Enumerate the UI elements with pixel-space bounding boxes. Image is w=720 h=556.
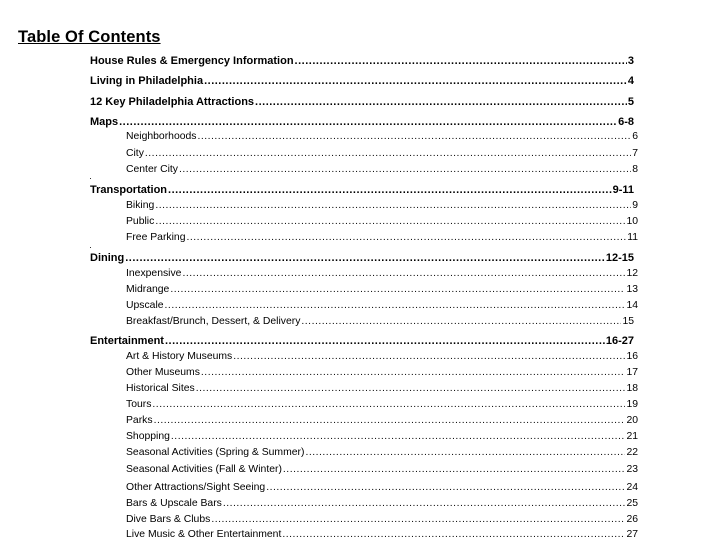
toc-section [90, 335, 634, 347]
toc-entry-page: 8 [632, 164, 638, 175]
toc-entry-label: Art & History Museums [126, 351, 233, 362]
toc-entry-label: Historical Sites [126, 383, 195, 394]
toc-subsection [126, 529, 638, 540]
toc-section [90, 96, 634, 108]
toc-subsection [126, 367, 638, 378]
toc-entry-label: Public [126, 216, 155, 227]
dot-leader [179, 164, 631, 175]
dot-leader [283, 464, 626, 475]
toc-entry-label: City [126, 148, 144, 159]
toc-entry-page: 12-15 [605, 252, 634, 264]
stray-mark [90, 178, 91, 179]
toc-subsection [126, 447, 638, 458]
dot-leader [155, 216, 625, 227]
toc-entry-label: 12 Key Philadelphia Attractions [90, 96, 255, 108]
dot-leader [266, 482, 625, 493]
toc-entry-page: 9 [632, 200, 638, 211]
toc-entry-label: Other Attractions/Sight Seeing [126, 482, 266, 493]
toc-entry-page: 16 [626, 351, 638, 362]
toc-entry-page: 6 [632, 131, 638, 142]
toc-subsection [126, 415, 638, 426]
dot-leader [154, 415, 626, 426]
dot-leader [282, 529, 625, 540]
toc-subsection [126, 482, 638, 493]
toc-section [90, 55, 634, 67]
toc-entry-page: 7 [632, 148, 638, 159]
toc-entry-page: 11 [627, 232, 638, 243]
toc-entry-page: 25 [626, 498, 638, 509]
dot-leader [196, 383, 626, 394]
toc-entry-page: 5 [627, 96, 634, 108]
toc-entry-page: 6-8 [618, 116, 634, 128]
toc-subsection [126, 216, 638, 227]
toc-entry-label: Free Parking [126, 232, 186, 243]
dot-leader [182, 268, 625, 279]
toc-section [90, 184, 634, 196]
toc-subsection [126, 383, 638, 394]
toc-entry-page: 21 [626, 431, 638, 442]
toc-entry-page: 12 [626, 268, 638, 279]
toc-subsection [126, 268, 638, 279]
toc-subsection [126, 200, 638, 211]
toc-subsection [126, 351, 638, 362]
toc-entry-label: Entertainment [90, 335, 164, 347]
dot-leader [301, 316, 621, 327]
dot-leader [197, 131, 631, 142]
toc-subsection [126, 232, 638, 243]
toc-entry-label: Other Museums [126, 367, 200, 378]
dot-leader [204, 75, 627, 87]
toc-entry-label: Bars & Upscale Bars [126, 498, 222, 509]
toc-subsection [126, 284, 638, 295]
toc-section [90, 75, 634, 87]
toc-entry-label: Transportation [90, 184, 168, 196]
dot-leader [186, 232, 626, 243]
toc-entry-label: Shopping [126, 431, 170, 442]
toc-entry-page: 23 [626, 464, 638, 475]
toc-entry-label: Live Music & Other Entertainment [126, 529, 282, 540]
toc-entry-label: Maps [90, 116, 119, 128]
toc-entry-page: 4 [627, 75, 634, 87]
toc-entry-label: Seasonal Activities (Fall & Winter) [126, 464, 282, 475]
toc-subsection [126, 148, 638, 159]
toc-entry-label: Living in Philadelphia [90, 75, 204, 87]
toc-subsection [126, 514, 638, 525]
dot-leader [170, 284, 625, 295]
toc-entry-page: 17 [626, 367, 638, 378]
toc-entry-label: Parks [126, 415, 153, 426]
toc-entry-page: 27 [626, 529, 638, 540]
toc-subsection [126, 164, 638, 175]
dot-leader [171, 431, 626, 442]
dot-leader [201, 367, 626, 378]
dot-leader [255, 96, 627, 108]
dot-leader [165, 335, 605, 347]
toc-entry-page: 24 [626, 482, 638, 493]
toc-subsection [126, 498, 638, 509]
toc-entry-page: 14 [626, 300, 638, 311]
toc-entry-label: House Rules & Emergency Information [90, 55, 294, 67]
toc-entry-label: Dining [90, 252, 125, 264]
stray-mark [90, 247, 91, 248]
toc-subsection [126, 399, 638, 410]
toc-entry-page: 22 [626, 447, 638, 458]
toc-entry-label: Center City [126, 164, 178, 175]
dot-leader [165, 300, 626, 311]
page-title: Table Of Contents [18, 28, 161, 46]
toc-entry-page: 16-27 [605, 335, 634, 347]
toc-entry-label: Dive Bars & Clubs [126, 514, 211, 525]
toc-entry-label: Breakfast/Brunch, Dessert, & Delivery [126, 316, 301, 327]
toc-section [90, 116, 634, 128]
toc-subsection [126, 316, 634, 327]
dot-leader [125, 252, 605, 264]
dot-leader [119, 116, 617, 128]
dot-leader [152, 399, 625, 410]
toc-entry-label: Upscale [126, 300, 164, 311]
dot-leader [223, 498, 626, 509]
toc-entry-label: Midrange [126, 284, 170, 295]
toc-entry-page: 9-11 [612, 184, 634, 196]
dot-leader [145, 148, 631, 159]
dot-leader [155, 200, 631, 211]
toc-entry-label: Tours [126, 399, 152, 410]
toc-subsection [126, 300, 638, 311]
toc-entry-label: Neighborhoods [126, 131, 197, 142]
toc-entry-label: Seasonal Activities (Spring & Summer) [126, 447, 305, 458]
toc-entry-page: 10 [626, 216, 638, 227]
toc-entry-page: 13 [626, 284, 638, 295]
dot-leader [168, 184, 612, 196]
toc-entry-page: 18 [626, 383, 638, 394]
toc-subsection [126, 431, 638, 442]
toc-entry-label: Biking [126, 200, 155, 211]
toc-subsection [126, 131, 638, 142]
toc-entry-page: 15 [622, 316, 634, 327]
toc-section [90, 252, 634, 264]
toc-subsection [126, 464, 638, 475]
toc-entry-label: Inexpensive [126, 268, 182, 279]
dot-leader [305, 447, 625, 458]
toc-entry-page: 26 [626, 514, 638, 525]
toc-entry-page: 3 [627, 55, 634, 67]
toc-entry-page: 20 [626, 415, 638, 426]
toc-entry-page: 19 [626, 399, 638, 410]
dot-leader [295, 55, 627, 67]
dot-leader [211, 514, 625, 525]
dot-leader [233, 351, 625, 362]
